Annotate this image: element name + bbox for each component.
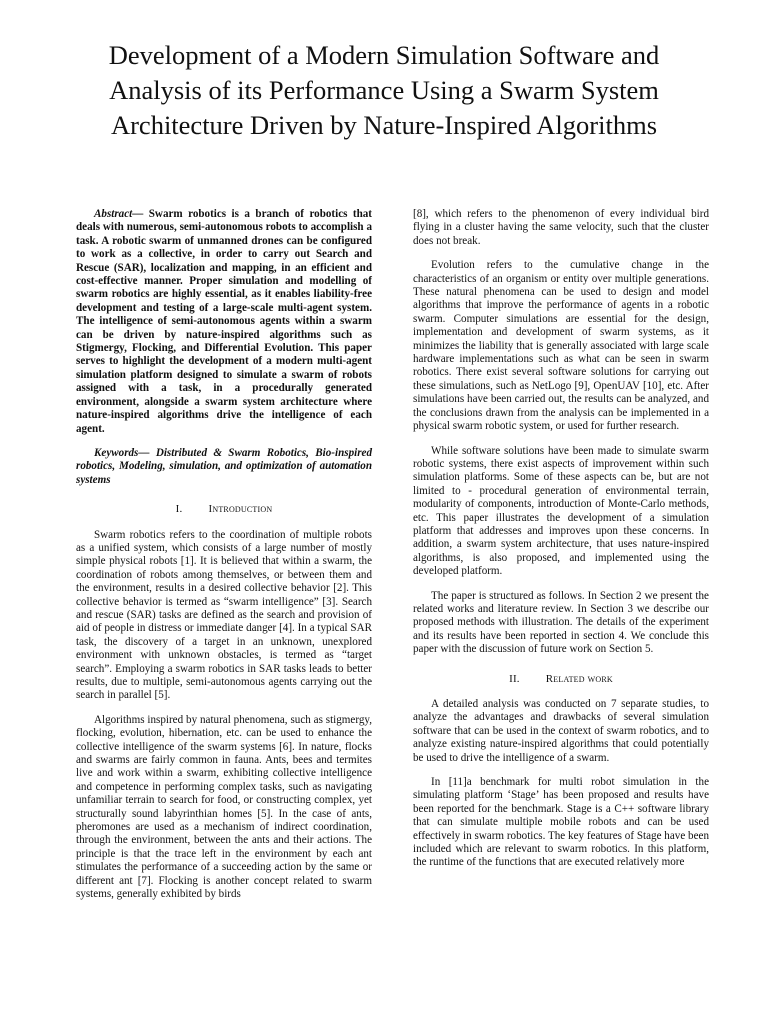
left-column <box>76 208 372 913</box>
paragraph: A detailed analysis was conducted on 7 separate studies, to analyze the advantages and drawbacks of several simulation software that can be used in the context of swarm robotics, and to analyze existing nature-inspired algorithms that could potentially be used to drive the intelligence of a swarm. <box>413 698 709 764</box>
section-title: Introduction <box>208 503 273 516</box>
abstract-text: Swarm robotics is a branch of robotics that deals with numerous, semi-autonomous robots to accomplish a task. A robotic swarm of unmanned drones can be configured to work as a collective, in order to carry out Search and Rescue (SAR), localization and mapping, in an efficient and cost-effective manner. Proper simulation and modelling of swarm robotics are highly essential, as it enables liability-free development and testing of a large-scale multi-agent system. The intelligence of semi-autonomous agents within a swarm can be driven by nature-inspired algorithms such as Stigmergy, Flocking, and Differential Evolution. This paper serves to highlight the development of a modern multi-agent simulation platform designed to simulate a swarm of robots assigned with a task, in a procedurally generated environment, alongside a swarm system architecture where nature-inspired algorithms drive the intelligence of each agent. <box>76 208 372 435</box>
abstract-lead: Abstract— <box>94 208 144 220</box>
paragraph: In [11]a benchmark for multi robot simulation in the simulating platform ‘Stage’ has been proposed and results have been reported for the benchmark. Stage is a C++ software library that can simulate multiple mobile robots and can be used effectively in swarm robotics. The key features of Stage have been included which are relevant to swarm robotics. In this platform, the runtime of the functions that are executed relatively more <box>413 776 709 869</box>
section-number: II. <box>509 672 520 685</box>
keywords-lead: Keywords— <box>94 446 150 459</box>
section-heading-introduction <box>76 503 372 516</box>
right-column <box>413 208 709 881</box>
paragraph: While software solutions have been made to simulate swarm robotic systems, there exist aspects of improvement within such simulation platforms. Some of these aspects can be, but are not limited to - procedural generation of environmental terrain, modularity of components, introduction of Monte-Carlo methods, etc. This paper illustrates the development of a simulation platform that addresses and improves upon these concerns. In addition, a swarm system architecture, that uses nature-inspired algorithms, is also proposed, and implemented using the developed platform. <box>413 444 709 578</box>
section-heading-related-work <box>413 673 709 686</box>
abstract <box>76 208 372 436</box>
paragraph: Algorithms inspired by natural phenomena, such as stigmergy, flocking, evolution, hibernation, etc. can be used to enhance the collective intelligence of the swarm systems [6]. In nature, flocks and swarms are fairly common in fauna. Ants, bees and termites live and work within a swarm, exhibiting collective intelligence and competence in performing complex tasks, such as navigating unfamiliar terrain to search for food, or constructing complex, yet structurally sound labyrinthian homes [5]. In the case of ants, pheromones are used as a mechanism of indirect coordination, through the environment, between the ants and their actions. The principle is that the trace left in the environment by each ant stimulates the performance of a succeeding action by the same or different ant [7]. Flocking is another concept related to swarm systems, generally exhibited by birds <box>76 713 372 901</box>
paragraph: The paper is structured as follows. In Section 2 we present the related works and literature review. In Section 3 we describe our proposed methods with illustration. The details of the experiment and its results have been reported in section 4. We conclude this paper with the discussion of future work on Section 5. <box>413 589 709 656</box>
paragraph: Evolution refers to the cumulative change in the characteristics of an organism or entity over multiple generations. These natural phenomena can be used to design and model algorithms that improve the performance of agents in a robotic swarm. Computer simulations are essential for the design, implementation and development of swarm systems, as it minimizes the liability that is generally associated with large scale hardware implementations such as what can be seen in swarm robotics. There exist several software solutions for carrying out these simulations, such as NetLogo [9], OpenUAV [10], etc. After simulations have been carried out, the results can be analyzed, and the conclusions drawn from the analysis can be implemented in a physical swarm robotic system, or used for further research. <box>413 259 709 433</box>
paragraph: [8], which refers to the phenomenon of every individual bird flying in a cluster having the same velocity, such that the cluster does not break. <box>413 208 709 247</box>
paper-title: Development of a Modern Simulation Software and Analysis of its Performance Using a Swarm System Architecture Driven by Nature-Inspired Algorithms <box>108 40 660 140</box>
keywords <box>76 447 372 487</box>
section-title: Related work <box>545 672 613 685</box>
section-number: I. <box>175 503 183 516</box>
keywords-text: Distributed & Swarm Robotics, Bio-inspired robotics, Modeling, simulation, and optimization of automation systems <box>76 446 372 486</box>
paragraph: Swarm robotics refers to the coordination of multiple robots as a unified system, which consists of a large number of mostly simple physical robots [1]. It is believed that within a swarm, the coordination of robots among themselves, or between them and the environment, results in a desired collective behavior [2]. This collective behavior is termed as “swarm intelligence” [3]. Search and rescue (SAR) tasks are defined as the search and provision of aid of people in distress or immediate danger [4]. In a typical SAR task, the discovery of a target in an unknown, unexplored environment with unknown obstacles, is termed as “target search”. Employing a swarm robotics in SAR tasks leads to better results, due to multiple, semi-autonomous agents carrying out the search in parallel [5]. <box>76 528 372 702</box>
